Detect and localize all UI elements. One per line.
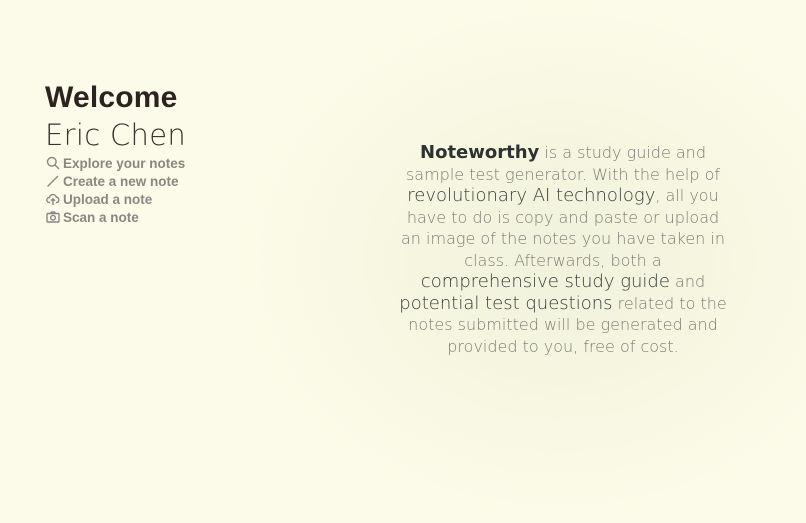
nav-item-label: Scan a note <box>63 209 139 225</box>
pencil-icon <box>45 174 61 188</box>
highlight-study-guide: comprehensive study guide <box>420 271 670 292</box>
nav-item-create-note[interactable] <box>45 172 265 190</box>
cloud-upload-icon <box>45 192 61 206</box>
nav-menu <box>45 154 265 226</box>
nav-item-upload-note[interactable] <box>45 190 265 208</box>
search-icon <box>45 156 61 170</box>
about-text: related to the notes submitted will be generated and provided to you, free of cost. <box>408 293 727 356</box>
nav-item-label: Create a new note <box>63 173 179 189</box>
about-paragraph <box>398 142 728 357</box>
about-text: , all you have to do is copy and paste or upload an image of the notes you have taken in class. Afterwards, both a <box>401 186 725 270</box>
about-text: is a study guide and sample test generator. With the help of <box>405 143 721 184</box>
camera-icon <box>45 210 61 224</box>
about-text: and <box>669 272 706 291</box>
highlight-test-questions: potential test questions <box>399 292 613 314</box>
nav-item-scan-note[interactable] <box>45 208 265 226</box>
sidebar <box>45 80 265 226</box>
nav-item-label: Upload a note <box>63 191 153 207</box>
user-name: Eric Chen <box>45 118 187 152</box>
nav-item-label: Explore your notes <box>63 155 186 171</box>
brand-name: Noteworthy <box>420 142 540 163</box>
welcome-heading: Welcome <box>45 81 178 114</box>
nav-item-explore-notes[interactable] <box>45 154 265 172</box>
highlight-ai-technology: revolutionary AI technology <box>407 185 656 206</box>
